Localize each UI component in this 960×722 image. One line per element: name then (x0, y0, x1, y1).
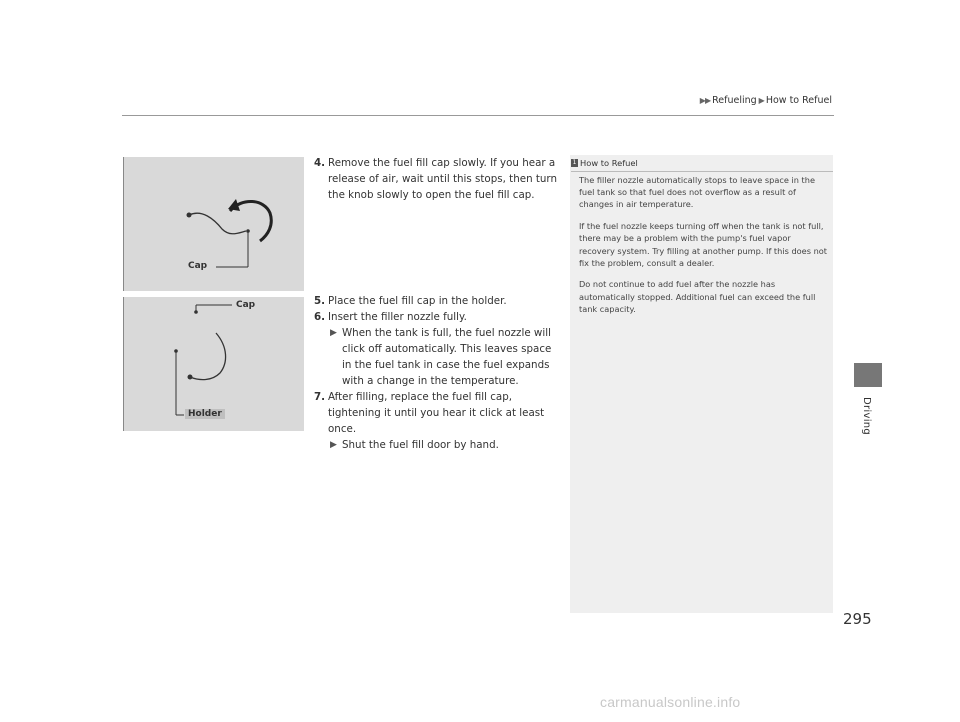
side-note-paragraph: The filler nozzle automatically stops to leave space in the fuel tank so that fuel does not overflow as a result of changes in air temperature. (579, 175, 815, 210)
step-text: Remove the fuel fill cap slowly. If you hear a release of air, wait until this stops, then turn the knob slowly to open the fuel fill cap. (328, 157, 558, 201)
step-5 (314, 293, 560, 309)
watermark: carmanualsonline.info (600, 694, 741, 710)
arrow-icon: ▶ (330, 440, 337, 450)
page-number: 295 (843, 610, 872, 628)
side-note-panel (570, 155, 833, 613)
note-icon: 1 (572, 159, 577, 166)
header-divider (122, 115, 834, 116)
side-note-body (579, 174, 827, 325)
result-text: Shut the fuel fill door by hand. (342, 439, 499, 451)
step-number: 7. (314, 391, 326, 403)
figure-cap-holder (123, 297, 304, 431)
step-6 (314, 309, 560, 325)
breadcrumb (700, 95, 832, 106)
side-note-title: How to Refuel (580, 158, 638, 168)
result-text: When the tank is full, the fuel nozzle will click off automatically. This leaves space in the fuel tank in case the fuel expands with a change in the temperature. (342, 327, 552, 387)
cap-label: Cap (236, 300, 256, 310)
step-7-result (314, 437, 560, 453)
breadcrumb-section[interactable]: Refueling (712, 95, 757, 106)
double-arrow-icon: ▶▶ (699, 96, 711, 105)
cap-removal-illustration (124, 157, 304, 291)
side-note-paragraph: If the fuel nozzle keeps turning off when the tank is not full, there may be a problem with the pump's fuel vapor recovery system. Try filling at another pump. If this does not fix the problem, consult a dealer. (579, 221, 827, 268)
steps-block-a (314, 155, 560, 203)
figure-remove-cap (123, 157, 304, 291)
step-4 (314, 155, 560, 203)
step-number: 4. (314, 157, 326, 169)
steps-block-b (314, 293, 560, 453)
cap-label: Cap (188, 261, 208, 271)
step-number: 6. (314, 311, 326, 323)
step-text: After filling, replace the fuel fill cap, tightening it until you hear it click at least once. (328, 391, 545, 435)
chapter-tab-label: Driving (861, 397, 872, 436)
arrow-icon: ▶ (758, 96, 764, 105)
arrow-icon: ▶ (330, 328, 337, 338)
chapter-tab[interactable] (854, 363, 882, 387)
step-6-result (314, 325, 560, 389)
step-text: Insert the filler nozzle fully. (328, 311, 467, 323)
holder-label: Holder (185, 409, 225, 419)
step-7 (314, 389, 560, 437)
breadcrumb-topic: How to Refuel (765, 95, 832, 106)
step-text: Place the fuel fill cap in the holder. (328, 295, 507, 307)
side-note-heading (571, 158, 833, 172)
step-number: 5. (314, 295, 326, 307)
side-note-paragraph: Do not continue to add fuel after the nozzle has automatically stopped. Additional fuel can exceed the full tank capacity. (579, 279, 816, 314)
